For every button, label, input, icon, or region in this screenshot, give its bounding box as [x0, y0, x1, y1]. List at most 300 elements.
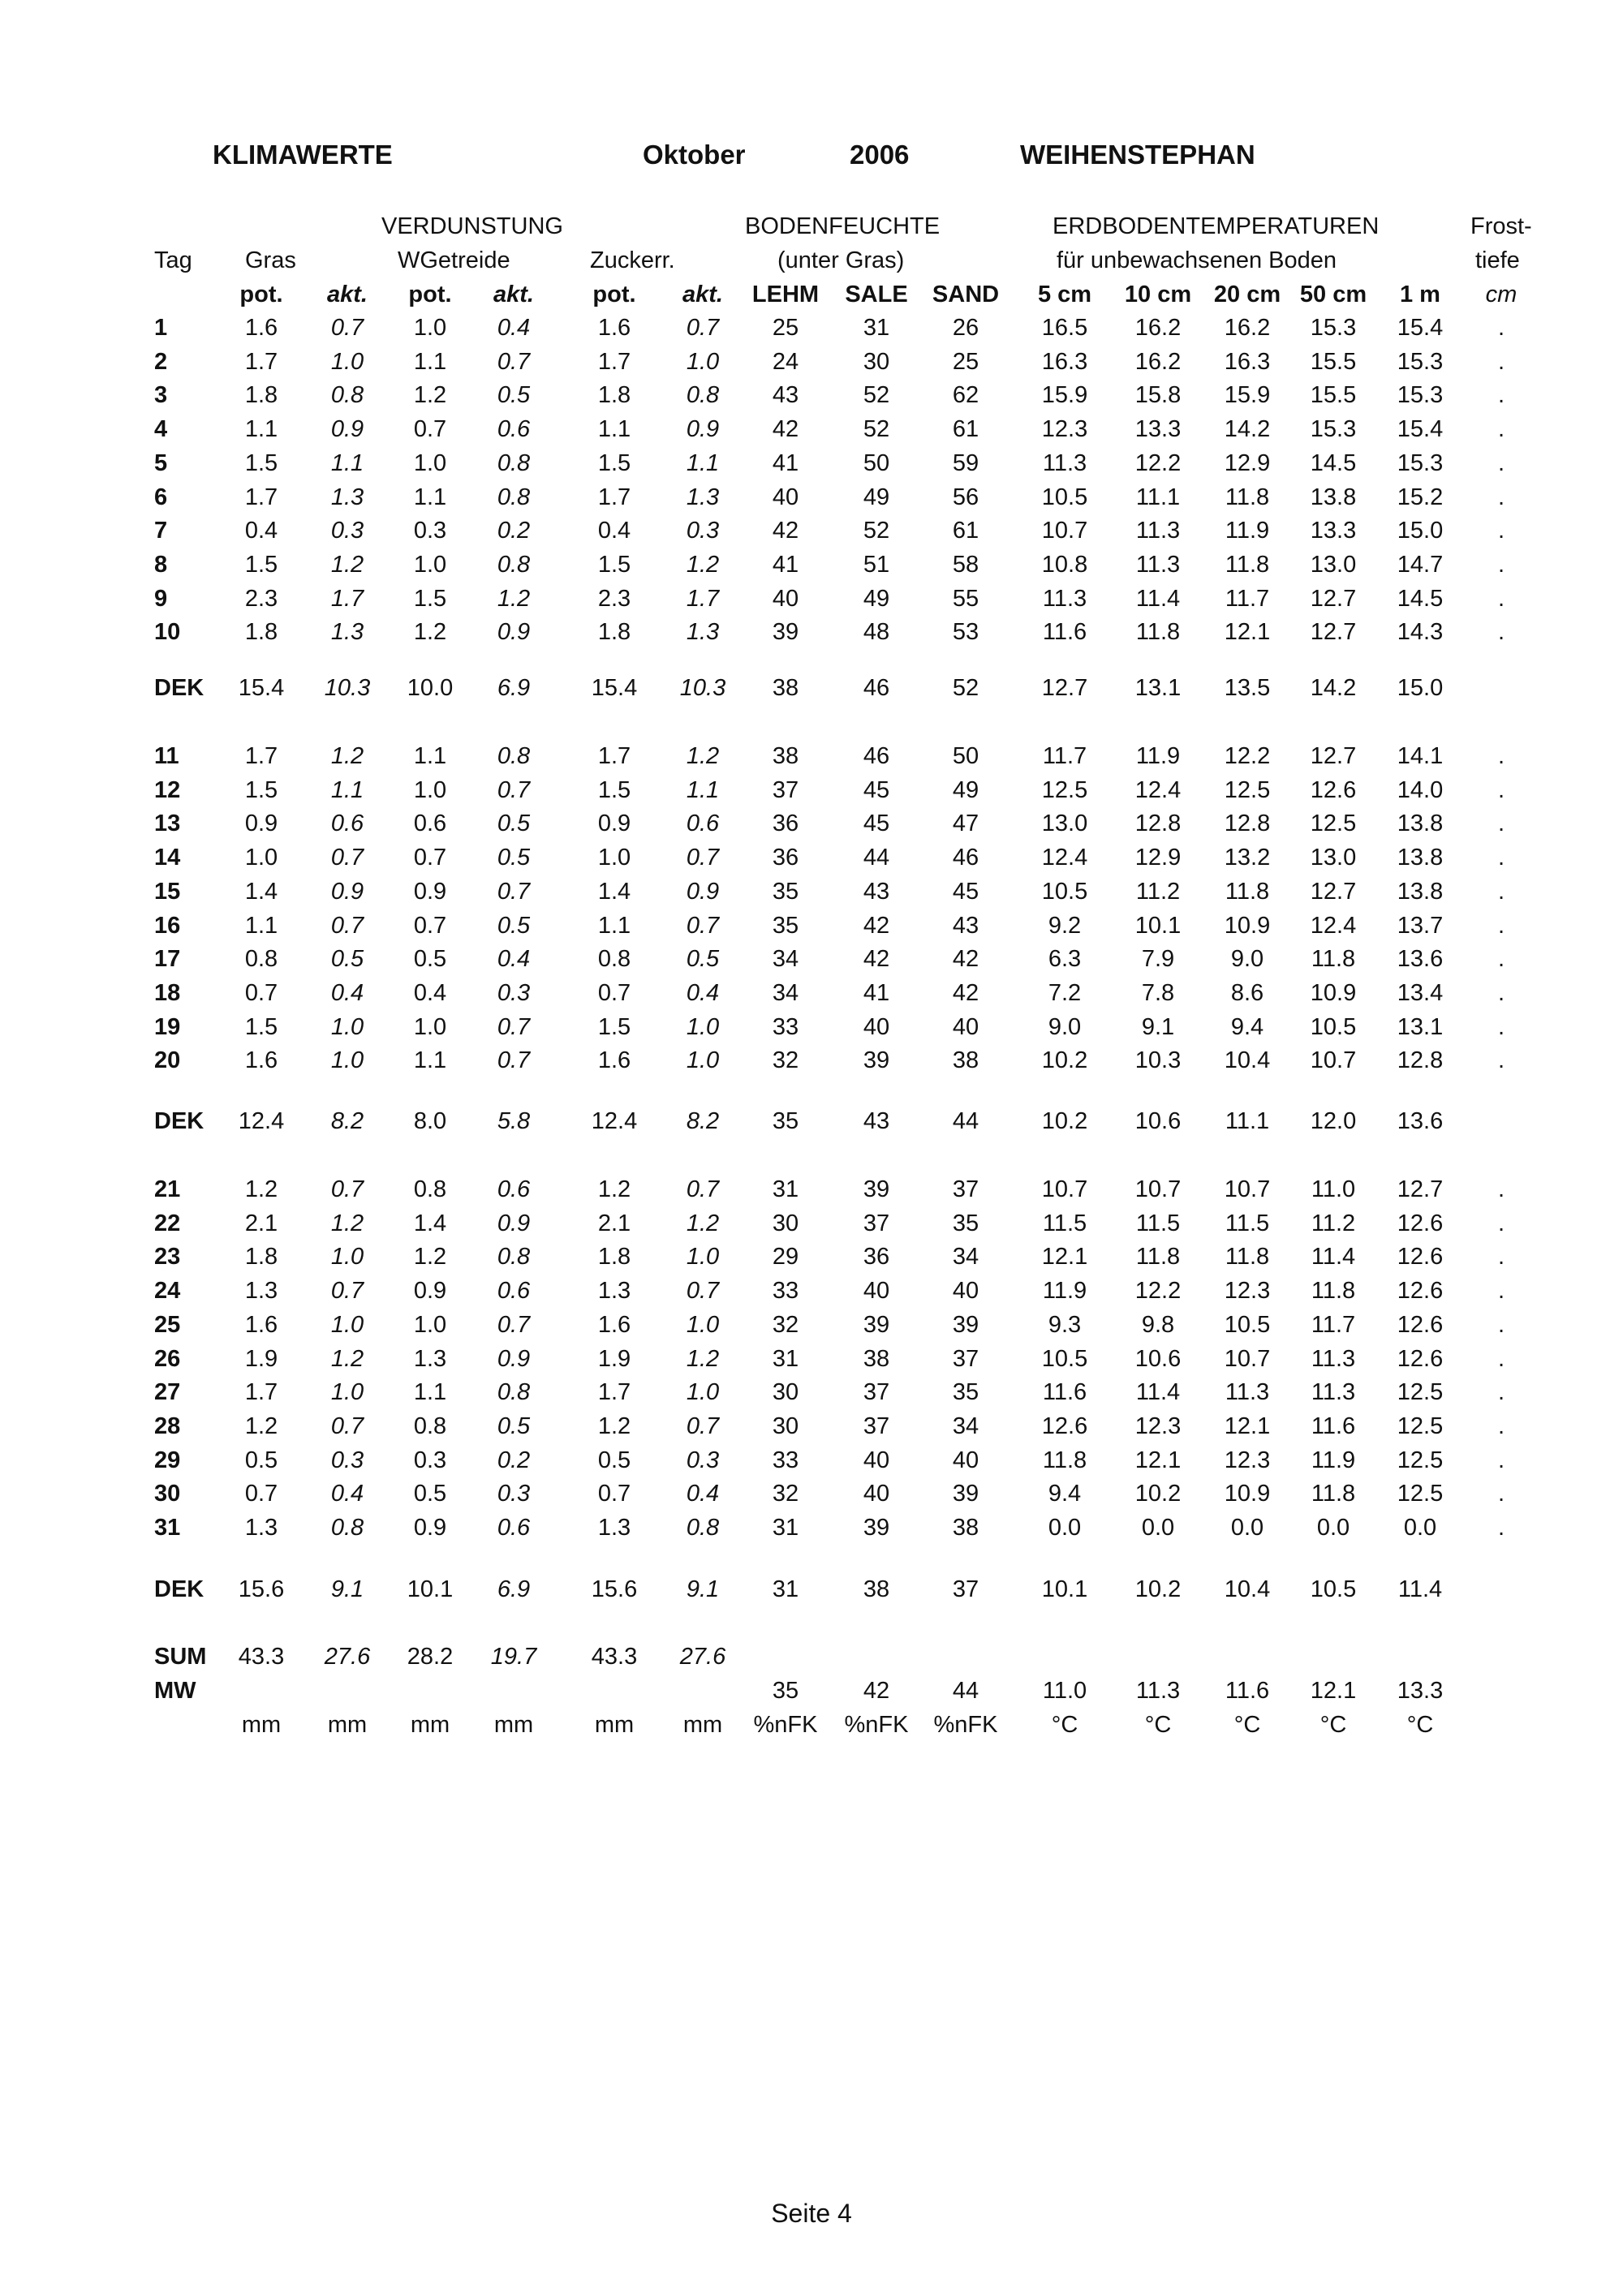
table-cell: 13.6	[1397, 1108, 1444, 1134]
row-label: 19	[154, 1013, 181, 1040]
table-cell: 2.1	[244, 1210, 278, 1236]
table-cell: 0.6	[497, 1278, 531, 1305]
table-cell: 12.1	[1310, 1678, 1357, 1704]
table-row	[0, 586, 1623, 618]
table-cell: 13.3	[1134, 416, 1182, 443]
table-cell: 10.3	[324, 675, 371, 701]
table-cell: 1.0	[330, 1379, 364, 1406]
table-cell: 11.4	[1135, 1379, 1181, 1406]
table-cell: 27.6	[679, 1644, 726, 1670]
table-cell: 39	[863, 1047, 890, 1074]
table-cell: 16.2	[1134, 348, 1182, 375]
table-cell: 12.9	[1224, 449, 1271, 476]
table-cell: 43	[863, 1108, 890, 1134]
table-cell: 7.2	[1048, 979, 1082, 1006]
table-cell: 0.4	[497, 315, 531, 341]
column-header: 20 cm	[1213, 282, 1281, 307]
table-cell: 8.2	[330, 1108, 364, 1134]
table-cell: 0.9	[244, 810, 278, 837]
table-cell: 13.8	[1397, 810, 1444, 837]
table-cell: 1.2	[686, 743, 720, 769]
sum-row	[0, 1644, 1623, 1676]
table-cell: 12.4	[1310, 912, 1357, 939]
table-cell: 1.5	[597, 1013, 631, 1040]
table-cell: 12.8	[1397, 1047, 1444, 1074]
table-cell: 1.7	[330, 585, 364, 612]
table-cell: 42	[863, 912, 890, 939]
table-cell: 34	[952, 1244, 979, 1271]
table-cell: 37	[952, 1176, 979, 1202]
table-cell: 0.3	[686, 1447, 720, 1473]
table-cell: 1.1	[244, 912, 278, 939]
table-cell: 1.6	[597, 315, 631, 341]
table-cell: 11.4	[1135, 585, 1181, 612]
table-row	[0, 1244, 1623, 1276]
table-cell: 11.9	[1311, 1447, 1356, 1473]
table-cell: 0.7	[686, 315, 720, 341]
table-cell: 1.7	[244, 484, 278, 510]
table-cell: 24	[772, 348, 799, 375]
table-cell: 30	[863, 348, 890, 375]
table-cell: 15.8	[1134, 382, 1182, 409]
table-cell: 11.9	[1225, 518, 1270, 544]
table-cell: 15.9	[1224, 382, 1271, 409]
table-cell: 1.7	[244, 1379, 278, 1406]
table-cell: 30	[772, 1379, 799, 1406]
table-cell: 11.1	[1225, 1108, 1270, 1134]
month: Oktober	[643, 140, 746, 170]
table-cell: 16.3	[1041, 348, 1088, 375]
table-cell: 50	[952, 743, 979, 769]
table-cell: 1.0	[413, 1013, 447, 1040]
table-row	[0, 1515, 1623, 1547]
table-cell: °C	[1144, 1712, 1172, 1738]
table-cell: 0.8	[497, 484, 531, 510]
table-cell: 0.3	[330, 518, 364, 544]
column-header: 50 cm	[1299, 282, 1367, 307]
table-cell: 62	[952, 382, 979, 409]
table-cell: 10.9	[1310, 979, 1357, 1006]
table-cell: 1.2	[413, 619, 447, 646]
table-cell: 10.7	[1041, 518, 1088, 544]
subgroup-unter-gras: (unter Gras)	[777, 247, 905, 273]
table-cell: 6.9	[497, 1576, 531, 1602]
table-cell: 1.3	[686, 484, 720, 510]
table-cell: .	[1497, 619, 1505, 646]
table-cell: mm	[682, 1712, 723, 1738]
column-header: akt.	[327, 282, 368, 307]
table-cell: 46	[863, 743, 890, 769]
table-cell: 40	[952, 1278, 979, 1305]
table-cell: 0.4	[686, 1481, 720, 1507]
row-label: 9	[154, 585, 168, 612]
column-header-row	[0, 282, 1623, 314]
table-cell: .	[1497, 1447, 1505, 1473]
table-row	[0, 552, 1623, 584]
table-cell: 0.7	[330, 1176, 364, 1202]
table-cell: 0.8	[497, 449, 531, 476]
table-cell: 13.1	[1134, 675, 1182, 701]
table-cell: 0.3	[686, 518, 720, 544]
table-cell: 0.7	[330, 845, 364, 871]
table-cell: 0.7	[497, 1013, 531, 1040]
column-header: 5 cm	[1037, 282, 1092, 307]
table-row	[0, 980, 1623, 1013]
table-cell: 1.1	[597, 416, 631, 443]
table-cell: 1.2	[330, 551, 364, 578]
table-cell: 1.5	[597, 449, 631, 476]
table-cell: 0.7	[686, 845, 720, 871]
table-cell: 61	[952, 416, 979, 443]
table-cell: 0.7	[597, 979, 631, 1006]
table-cell: 10.1	[1134, 912, 1182, 939]
table-cell: 28.2	[407, 1644, 454, 1670]
table-cell: 44	[863, 845, 890, 871]
table-cell: 15.4	[591, 675, 638, 701]
table-cell: 10.2	[1134, 1576, 1182, 1602]
row-label: 2	[154, 348, 168, 375]
table-cell: .	[1497, 912, 1505, 939]
table-cell: 9.1	[1141, 1013, 1175, 1040]
table-cell: 0.9	[597, 810, 631, 837]
table-cell: 15.3	[1397, 382, 1444, 409]
table-cell: 16.2	[1224, 315, 1271, 341]
table-cell: 1.5	[413, 585, 447, 612]
table-cell: 11.5	[1135, 1210, 1181, 1236]
table-cell: 10.6	[1134, 1345, 1182, 1372]
table-cell: 12.1	[1041, 1244, 1088, 1271]
table-cell: 39	[772, 619, 799, 646]
table-cell: 16.5	[1041, 315, 1088, 341]
table-cell: .	[1497, 1210, 1505, 1236]
table-row	[0, 382, 1623, 415]
table-cell: 51	[863, 551, 890, 578]
table-cell: 0.3	[330, 1447, 364, 1473]
table-cell: 40	[863, 1013, 890, 1040]
table-cell: 52	[863, 416, 890, 443]
table-cell: 52	[863, 518, 890, 544]
table-cell: 1.6	[244, 315, 278, 341]
table-row	[0, 913, 1623, 945]
units-row	[0, 1712, 1623, 1744]
table-cell: 1.1	[686, 776, 720, 803]
table-cell: 1.2	[686, 1345, 720, 1372]
table-cell: 12.4	[238, 1108, 285, 1134]
table-cell: 15.4	[1397, 416, 1444, 443]
row-label: 23	[154, 1244, 181, 1271]
table-cell: 14.5	[1310, 449, 1357, 476]
table-cell: 1.7	[597, 1379, 631, 1406]
table-cell: 15.5	[1310, 382, 1357, 409]
table-cell: 10.2	[1134, 1481, 1182, 1507]
table-cell: %nFK	[753, 1712, 818, 1738]
table-cell: 9.4	[1230, 1013, 1264, 1040]
table-row	[0, 315, 1623, 347]
table-cell: 1.6	[244, 1311, 278, 1338]
row-label: 20	[154, 1047, 181, 1074]
page-number: Seite 4	[771, 2199, 852, 2228]
table-cell: 38	[952, 1047, 979, 1074]
table-cell: 2.3	[244, 585, 278, 612]
tag-header: Tag	[154, 247, 192, 273]
table-cell: 31	[772, 1345, 799, 1372]
table-cell: .	[1497, 1412, 1505, 1439]
table-cell: 11.3	[1225, 1379, 1270, 1406]
table-cell: 12.2	[1134, 1278, 1182, 1305]
table-cell: 61	[952, 518, 979, 544]
table-cell: 15.0	[1397, 518, 1444, 544]
row-label: MW	[154, 1678, 196, 1704]
table-cell: .	[1497, 810, 1505, 837]
group-erdboden: ERDBODENTEMPERATUREN	[1053, 213, 1380, 239]
table-cell: 15.0	[1397, 675, 1444, 701]
table-cell: 0.9	[497, 1345, 531, 1372]
table-cell: 10.5	[1041, 878, 1088, 905]
table-row	[0, 743, 1623, 776]
table-cell: 0.7	[497, 348, 531, 375]
table-cell: 1.1	[413, 1379, 447, 1406]
table-cell: 36	[772, 810, 799, 837]
table-cell: 1.2	[686, 551, 720, 578]
table-cell: 1.0	[686, 1013, 720, 1040]
table-cell: 37	[952, 1576, 979, 1602]
table-cell: 0.5	[413, 946, 447, 973]
table-cell: 45	[952, 878, 979, 905]
table-cell: 12.5	[1397, 1481, 1444, 1507]
table-cell: 12.4	[591, 1108, 638, 1134]
table-cell: 1.1	[597, 912, 631, 939]
table-cell: 0.4	[330, 979, 364, 1006]
table-cell: 0.8	[244, 946, 278, 973]
table-cell: 13.1	[1397, 1013, 1444, 1040]
subgroup-unbewachsen: für unbewachsenen Boden	[1057, 247, 1337, 273]
table-cell: 12.0	[1310, 1108, 1357, 1134]
table-cell: 0.7	[497, 1311, 531, 1338]
table-cell: 0.8	[686, 1515, 720, 1541]
table-cell: 12.5	[1397, 1447, 1444, 1473]
row-label: 13	[154, 810, 181, 837]
table-cell: 1.2	[413, 1244, 447, 1271]
row-label: 10	[154, 619, 181, 646]
table-cell: 37	[952, 1345, 979, 1372]
table-cell: .	[1497, 449, 1505, 476]
table-cell: 0.6	[497, 1515, 531, 1541]
table-cell: 10.2	[1041, 1108, 1088, 1134]
table-cell: 25	[952, 348, 979, 375]
table-cell: 25	[772, 315, 799, 341]
table-cell: .	[1497, 484, 1505, 510]
table-cell: .	[1497, 585, 1505, 612]
table-cell: 13.6	[1397, 946, 1444, 973]
table-cell: 1.5	[244, 449, 278, 476]
table-cell: °C	[1406, 1712, 1434, 1738]
table-cell: .	[1497, 743, 1505, 769]
table-cell: 0.9	[413, 878, 447, 905]
table-cell: 11.6	[1311, 1412, 1356, 1439]
table-cell: 13.0	[1041, 810, 1088, 837]
table-cell: .	[1497, 878, 1505, 905]
table-cell: 39	[863, 1311, 890, 1338]
table-cell: 1.0	[330, 1244, 364, 1271]
table-cell: 15.4	[238, 675, 285, 701]
table-cell: 1.1	[686, 449, 720, 476]
table-cell: 11.1	[1135, 484, 1181, 510]
table-cell: 0.0	[1048, 1515, 1082, 1541]
table-cell: 9.4	[1048, 1481, 1082, 1507]
table-cell: 0.5	[597, 1447, 631, 1473]
table-cell: 11.2	[1311, 1210, 1356, 1236]
table-cell: 1.0	[597, 845, 631, 871]
table-cell: 1.4	[597, 878, 631, 905]
row-label: 7	[154, 518, 168, 544]
table-cell: 53	[952, 619, 979, 646]
table-cell: 0.4	[686, 979, 720, 1006]
table-cell: 39	[952, 1311, 979, 1338]
table-cell: 45	[863, 810, 890, 837]
table-cell: 0.0	[1230, 1515, 1264, 1541]
table-cell: 0.0	[1141, 1515, 1175, 1541]
table-cell: 0.7	[413, 845, 447, 871]
table-cell: 0.3	[413, 1447, 447, 1473]
table-cell: 52	[952, 675, 979, 701]
table-cell: 1.8	[244, 382, 278, 409]
table-cell: 37	[863, 1379, 890, 1406]
table-cell: 0.9	[497, 1210, 531, 1236]
table-cell: 55	[952, 585, 979, 612]
table-cell: 16.2	[1134, 315, 1182, 341]
table-cell: 10.7	[1134, 1176, 1182, 1202]
table-cell: 11.8	[1225, 878, 1270, 905]
table-cell: 12.3	[1134, 1412, 1182, 1439]
table-cell: 1.0	[413, 449, 447, 476]
table-row	[0, 1047, 1623, 1080]
table-cell: 33	[772, 1278, 799, 1305]
table-cell: 13.4	[1397, 979, 1444, 1006]
table-cell: 0.3	[413, 518, 447, 544]
table-cell: 40	[772, 585, 799, 612]
table-cell: 11.6	[1225, 1678, 1270, 1704]
row-label: 3	[154, 382, 168, 409]
table-cell: 31	[772, 1576, 799, 1602]
table-cell: mm	[241, 1712, 282, 1738]
table-cell: 39	[863, 1176, 890, 1202]
table-cell: 0.8	[597, 946, 631, 973]
dekade-row	[0, 675, 1623, 707]
table-cell: 40	[952, 1447, 979, 1473]
table-cell: 11.5	[1042, 1210, 1087, 1236]
table-cell: 9.1	[330, 1576, 364, 1602]
table-cell: 10.3	[679, 675, 726, 701]
subgroup-wgetreide: WGetreide	[398, 247, 510, 273]
table-cell: 33	[772, 1447, 799, 1473]
row-label: 26	[154, 1345, 181, 1372]
table-cell: 10.4	[1224, 1576, 1271, 1602]
table-cell: 1.3	[330, 619, 364, 646]
table-cell: 13.3	[1397, 1678, 1444, 1704]
table-cell: 12.4	[1041, 845, 1088, 871]
row-label: 28	[154, 1412, 181, 1439]
table-cell: 11.8	[1225, 484, 1270, 510]
table-row	[0, 1210, 1623, 1243]
table-cell: 1.1	[413, 1047, 447, 1074]
table-cell: 0.0	[1316, 1515, 1350, 1541]
table-cell: 0.7	[330, 1278, 364, 1305]
table-cell: 11.8	[1135, 619, 1181, 646]
table-cell: 31	[772, 1176, 799, 1202]
table-cell: 12.5	[1041, 776, 1088, 803]
table-cell: 0.9	[330, 416, 364, 443]
table-cell: 26	[952, 315, 979, 341]
row-label: 25	[154, 1311, 181, 1338]
table-cell: 14.3	[1397, 619, 1444, 646]
table-cell: 1.2	[330, 1210, 364, 1236]
table-cell: 10.2	[1041, 1047, 1088, 1074]
table-cell: 31	[772, 1515, 799, 1541]
table-cell: 45	[863, 776, 890, 803]
table-cell: 32	[772, 1311, 799, 1338]
row-label: DEK	[154, 1576, 204, 1602]
table-cell: 0.5	[497, 912, 531, 939]
table-cell: 1.5	[597, 551, 631, 578]
table-cell: 12.5	[1310, 810, 1357, 837]
row-label: 24	[154, 1278, 181, 1305]
table-cell: 15.3	[1397, 449, 1444, 476]
table-cell: 11.7	[1042, 743, 1087, 769]
table-cell: 11.8	[1225, 1244, 1270, 1271]
table-cell: 1.8	[597, 1244, 631, 1271]
table-cell: 0.5	[497, 382, 531, 409]
table-cell: 11.3	[1042, 585, 1087, 612]
table-cell: 29	[772, 1244, 799, 1271]
table-cell: 0.6	[497, 416, 531, 443]
table-cell: 15.2	[1397, 484, 1444, 510]
table-row	[0, 810, 1623, 843]
table-cell: 11.3	[1135, 518, 1181, 544]
table-cell: 8.6	[1230, 979, 1264, 1006]
row-label: 6	[154, 484, 168, 510]
table-cell: 11.7	[1311, 1311, 1356, 1338]
table-cell: 0.6	[686, 810, 720, 837]
table-cell: .	[1497, 348, 1505, 375]
table-cell: 12.2	[1224, 743, 1271, 769]
table-cell: 0.7	[330, 1412, 364, 1439]
table-cell: 44	[952, 1678, 979, 1704]
table-cell: 10.9	[1224, 1481, 1271, 1507]
table-cell: 11.8	[1311, 946, 1356, 973]
table-cell: 49	[863, 484, 890, 510]
table-cell: 1.2	[330, 743, 364, 769]
table-cell: 41	[863, 979, 890, 1006]
table-row	[0, 1346, 1623, 1378]
table-cell: 1.0	[330, 348, 364, 375]
table-cell: 10.1	[407, 1576, 454, 1602]
row-label: 17	[154, 946, 181, 973]
table-cell: 0.7	[686, 912, 720, 939]
table-cell: 1.0	[686, 1379, 720, 1406]
table-cell: 1.1	[330, 449, 364, 476]
table-cell: 1.4	[413, 1210, 447, 1236]
table-cell: 42	[952, 979, 979, 1006]
table-cell: 0.7	[497, 776, 531, 803]
table-cell: 49	[952, 776, 979, 803]
table-cell: 11.3	[1042, 449, 1087, 476]
table-row	[0, 845, 1623, 877]
table-cell: 0.7	[413, 416, 447, 443]
mean-row	[0, 1678, 1623, 1710]
table-cell: 44	[952, 1108, 979, 1134]
table-cell: 10.5	[1310, 1576, 1357, 1602]
table-cell: 10.5	[1041, 484, 1088, 510]
